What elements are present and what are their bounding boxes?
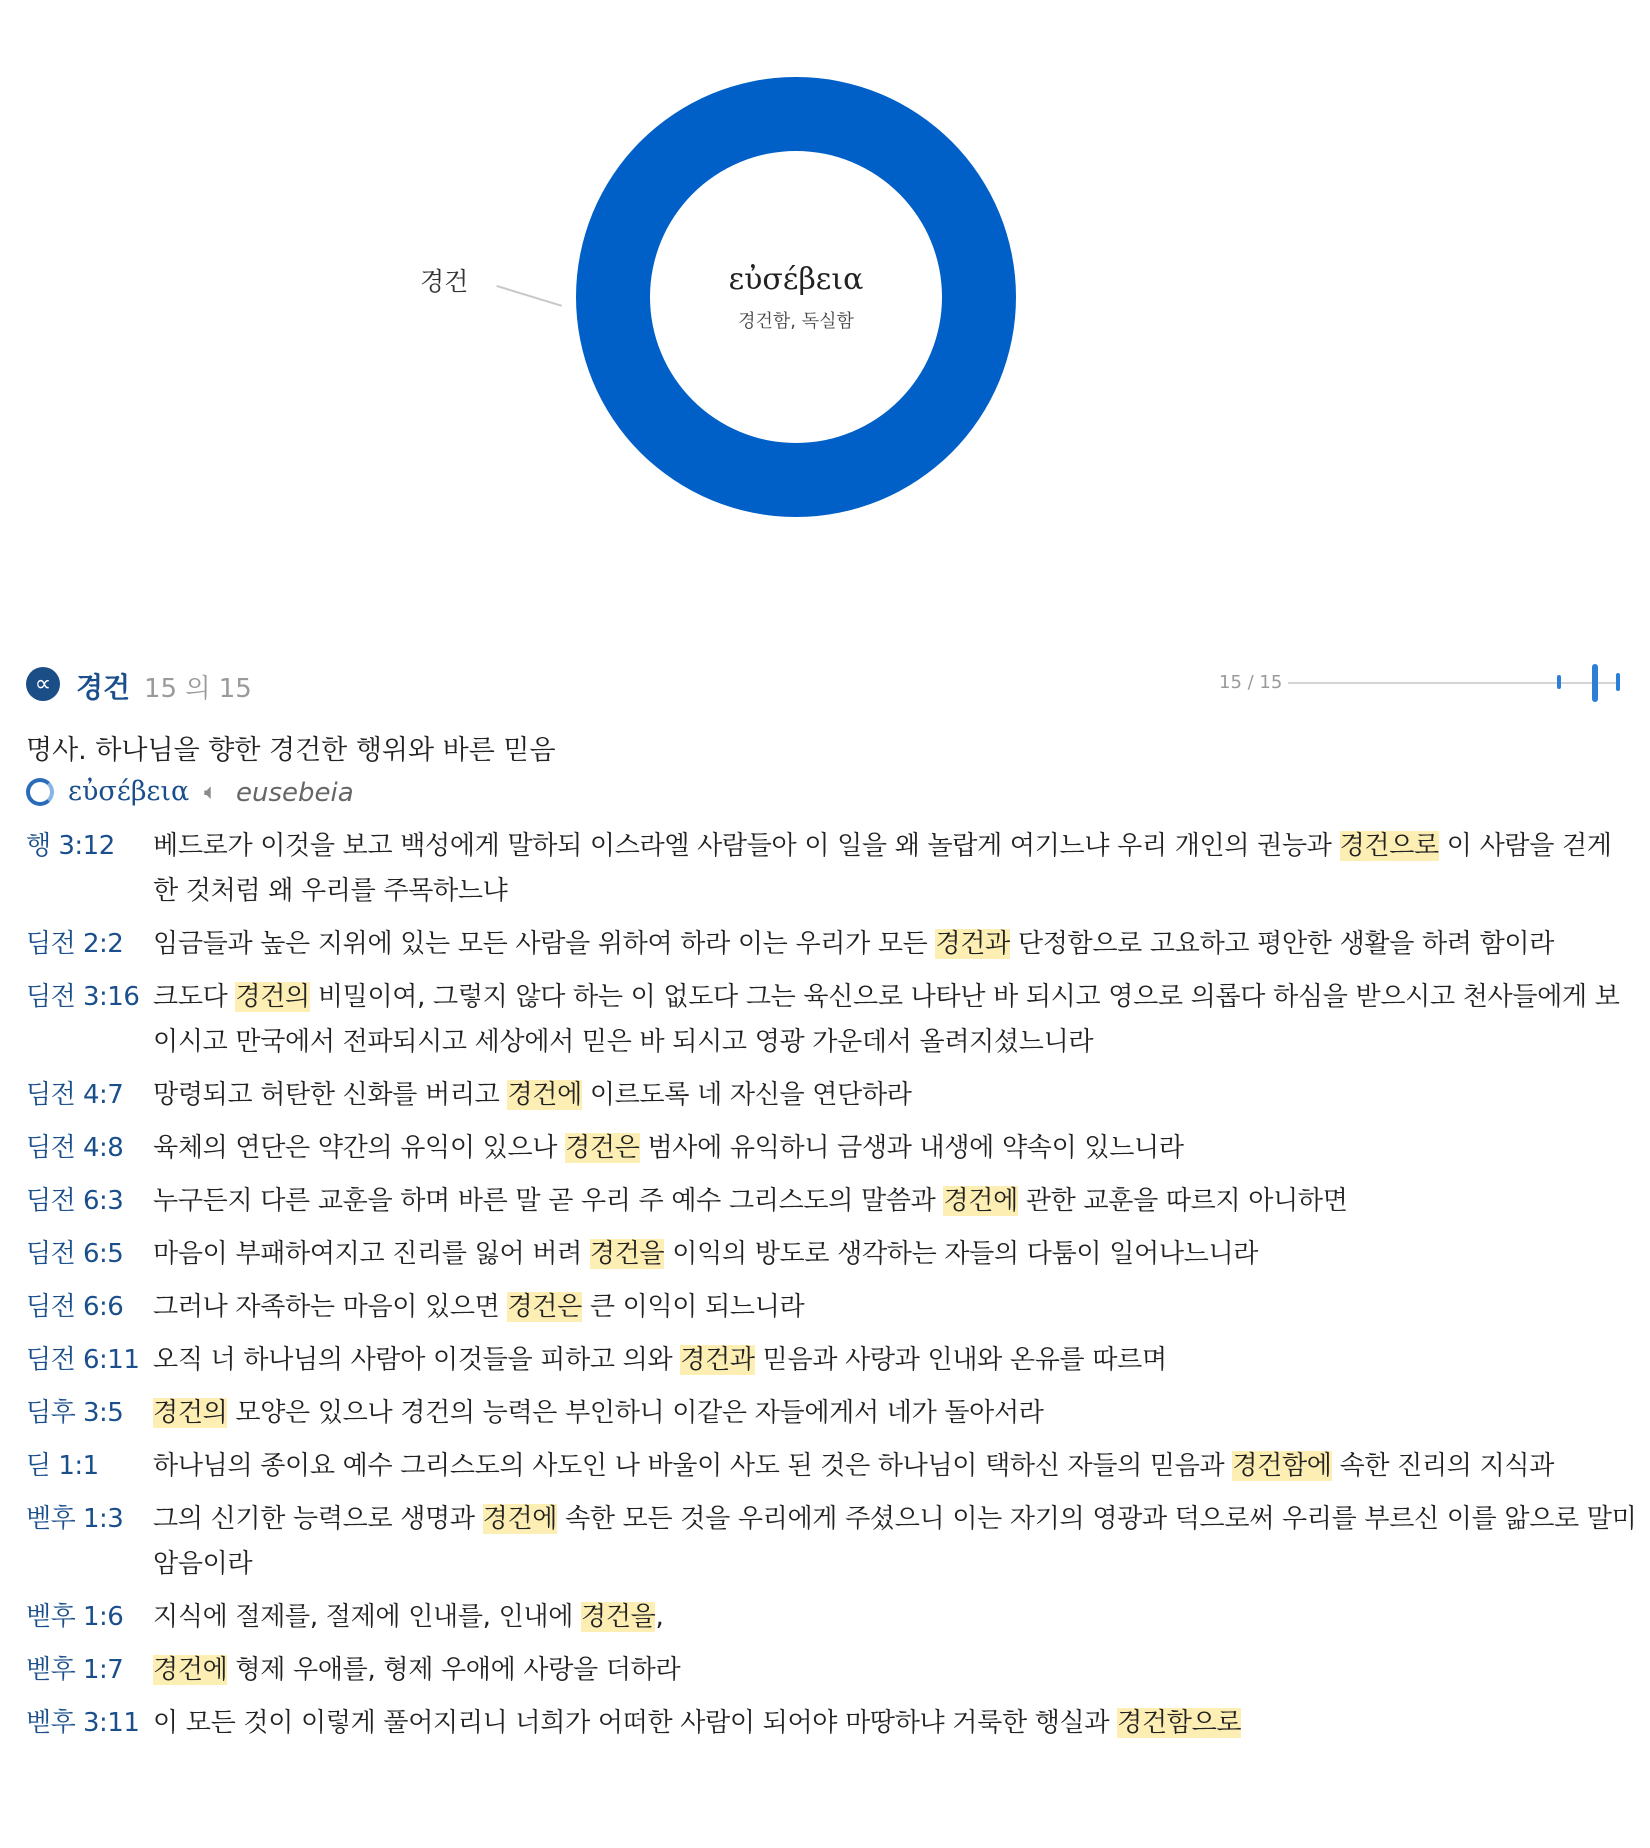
navigator-marker-current[interactable] [1592, 664, 1598, 702]
verse-text-before: 망령되고 허탄한 신화를 버리고 [153, 1080, 508, 1110]
verse-text-after: 관한 교훈을 따르지 아니하면 [1017, 1186, 1348, 1216]
verse-reference-link[interactable]: 벧후 1:7 [26, 1655, 124, 1685]
verse-text-after: 모양은 있으나 경건의 능력은 부인하니 이같은 자들에게서 네가 돌아서라 [227, 1398, 1044, 1428]
slice-label: 경건 [420, 267, 469, 296]
verse-text [153, 1338, 1640, 1383]
verse-text-before: 크도다 [153, 982, 236, 1012]
donut-center-label [626, 262, 966, 333]
result-count: 15 의 15 [144, 674, 252, 704]
verse-text-after: 믿음과 사랑과 인내와 온유를 따르며 [754, 1345, 1167, 1375]
verse-text-before: 베드로가 이것을 보고 백성에게 말하되 이스라엘 사람들아 이 일을 왜 놀랍게 여기느냐 우리 개인의 권능과 [153, 831, 1340, 861]
verse-text [153, 975, 1640, 1065]
verse-text [153, 1232, 1640, 1277]
verse-row [26, 1126, 1640, 1171]
verse-text-after: 큰 이익이 되느니라 [581, 1292, 805, 1322]
word-usage-donut-chart [0, 0, 1650, 560]
verse-row [26, 1073, 1640, 1118]
verse-row [26, 1391, 1640, 1436]
verse-row [26, 1232, 1640, 1277]
slice-leader-line [496, 285, 562, 307]
verse-text [153, 1648, 1640, 1693]
verse-text [153, 922, 1640, 967]
verse-text [153, 1444, 1640, 1489]
verse-text-after: 형제 우애를, 형제 우애에 사랑을 더하라 [227, 1655, 681, 1685]
lemma-greek[interactable]: εὐσέβεια [68, 776, 190, 807]
verse-row [26, 1444, 1640, 1489]
verse-text-before: 그의 신기한 능력으로 생명과 [153, 1504, 483, 1534]
verse-text-before: 지식에 절제를, 절제에 인내를, 인내에 [153, 1602, 581, 1632]
lemma-transliteration: eusebeia [236, 778, 354, 808]
navigator-marker[interactable] [1557, 675, 1561, 689]
verse-text [153, 1179, 1640, 1224]
verse-reference-link[interactable]: 딤전 2:2 [26, 929, 124, 959]
verse-row [26, 1179, 1640, 1224]
verse-row [26, 824, 1640, 914]
verse-reference-link[interactable]: 딤전 6:5 [26, 1239, 124, 1269]
verse-reference-link[interactable]: 딤전 6:11 [26, 1345, 140, 1375]
verse-reference-link[interactable]: 행 3:12 [26, 831, 115, 861]
verse-row [26, 1701, 1640, 1746]
verse-text-after: 이 사람을 걷게 한 것처럼 왜 우리를 주목하느냐 [153, 831, 1612, 906]
verse-list [26, 824, 1640, 1754]
verse-text [153, 1126, 1640, 1171]
verse-reference-link[interactable]: 딤전 6:3 [26, 1186, 124, 1216]
nav-position-count: 15 / 15 [1219, 672, 1283, 693]
verse-text-before: 임금들과 높은 지위에 있는 모든 사람을 위하여 하라 이는 우리가 모든 [153, 929, 936, 959]
verse-highlight: 경건과 [935, 929, 1010, 959]
verse-text [153, 1073, 1640, 1118]
verse-highlight: 경건을 [589, 1239, 665, 1269]
verse-text-before: 누구든지 다른 교훈을 하며 바른 말 곧 우리 주 예수 그리스도의 말씀과 [153, 1186, 944, 1216]
verse-text [153, 1391, 1640, 1436]
verse-reference-link[interactable]: 딛 1:1 [26, 1451, 99, 1481]
verse-text-after: 이익의 방도로 생각하는 자들의 다툼이 일어나느니라 [664, 1239, 1259, 1269]
verse-reference-link[interactable]: 딤전 3:16 [26, 982, 140, 1012]
verse-row [26, 975, 1640, 1065]
verse-row [26, 1285, 1640, 1330]
definition-text: 명사. 하나님을 향한 경건한 행위와 바른 믿음 [26, 735, 556, 766]
verse-text [153, 1595, 1640, 1640]
donut-center-title: εὐσέβεια [728, 262, 864, 297]
verse-text [153, 1497, 1640, 1587]
verse-text-before: 그러나 자족하는 마음이 있으면 [153, 1292, 508, 1322]
verse-text-after: , [655, 1602, 664, 1632]
verse-reference-link[interactable]: 딤전 6:6 [26, 1292, 124, 1322]
verse-text-after: 비밀이여, 그렇지 않다 하는 이 없도다 그는 육신으로 나타난 바 되시고 영으로 의롭다 하심을 받으시고 천사들에게 보이시고 만국에서 전파되시고 세상에서 믿은 바 되시고 영광 가운데서 올려지셨느니라 [153, 982, 1620, 1057]
verse-text-before: 오직 너 하나님의 사람아 이것들을 피하고 의와 [153, 1345, 681, 1375]
verse-row [26, 1595, 1640, 1640]
verse-text [153, 824, 1640, 914]
verse-text [153, 1285, 1640, 1330]
verse-highlight: 경건함에 [1232, 1451, 1332, 1481]
verse-highlight: 경건에 [943, 1186, 1018, 1216]
verse-highlight: 경건함으로 [1117, 1708, 1242, 1738]
search-word: 경건 [76, 671, 131, 704]
verse-text-after: 이르도록 네 자신을 연단하라 [581, 1080, 912, 1110]
verse-text-before: 하나님의 종이요 예수 그리스도의 사도인 나 바울이 사도 된 것은 하나님이 택하신 자들의 믿음과 [153, 1451, 1233, 1481]
verse-text-after: 속한 모든 것을 우리에게 주셨으니 이는 자기의 영광과 덕으로써 우리를 부르신 이를 앎으로 말미암음이라 [153, 1504, 1637, 1579]
verse-highlight: 경건에 [153, 1655, 228, 1685]
verse-text [153, 1701, 1640, 1746]
navigator-marker[interactable] [1616, 673, 1620, 691]
verse-reference-link[interactable]: 벧후 1:3 [26, 1504, 124, 1534]
verse-highlight: 경건은 [565, 1133, 640, 1163]
verse-text-before: 마음이 부패하여지고 진리를 잃어 버려 [153, 1239, 590, 1269]
verse-row [26, 1648, 1640, 1693]
verse-highlight: 경건의 [235, 982, 310, 1012]
verse-text-after: 단정함으로 고요하고 평안한 생활을 하려 함이라 [1009, 929, 1555, 959]
verse-text-before: 이 모든 것이 이렇게 풀어지리니 너희가 어떠한 사람이 되어야 마땅하냐 거룩한 행실과 [153, 1708, 1118, 1738]
concordance-header [26, 664, 1636, 708]
verse-row [26, 1497, 1640, 1587]
lemma-icon [26, 778, 54, 806]
speaker-icon[interactable]: 🔈︎ [204, 780, 218, 805]
verse-highlight: 경건의 [153, 1398, 228, 1428]
verse-text-before: 육체의 연단은 약간의 유익이 있으나 [153, 1133, 566, 1163]
verse-reference-link[interactable]: 딤후 3:5 [26, 1398, 124, 1428]
verse-highlight: 경건을 [581, 1602, 656, 1632]
verse-highlight: 경건에 [482, 1504, 558, 1534]
verse-reference-link[interactable]: 벧후 1:6 [26, 1602, 124, 1632]
verse-text-after: 범사에 유익하니 금생과 내생에 약속이 있느니라 [639, 1133, 1184, 1163]
verse-reference-link[interactable]: 딤전 4:7 [26, 1080, 124, 1110]
verse-highlight: 경건과 [680, 1345, 755, 1375]
verse-row [26, 922, 1640, 967]
verse-text-after: 속한 진리의 지식과 [1331, 1451, 1555, 1481]
donut-center-subtitle: 경건함, 독실함 [738, 311, 854, 332]
verse-highlight: 경건은 [507, 1292, 582, 1322]
verse-reference-link[interactable]: 벧후 3:11 [26, 1708, 140, 1738]
verse-row [26, 1338, 1640, 1383]
verse-highlight: 경건으로 [1339, 831, 1439, 861]
verse-highlight: 경건에 [507, 1080, 582, 1110]
concordance-icon: ∝ [26, 667, 60, 701]
verse-reference-link[interactable]: 딤전 4:8 [26, 1133, 124, 1163]
result-navigator-track[interactable] [1288, 682, 1618, 684]
